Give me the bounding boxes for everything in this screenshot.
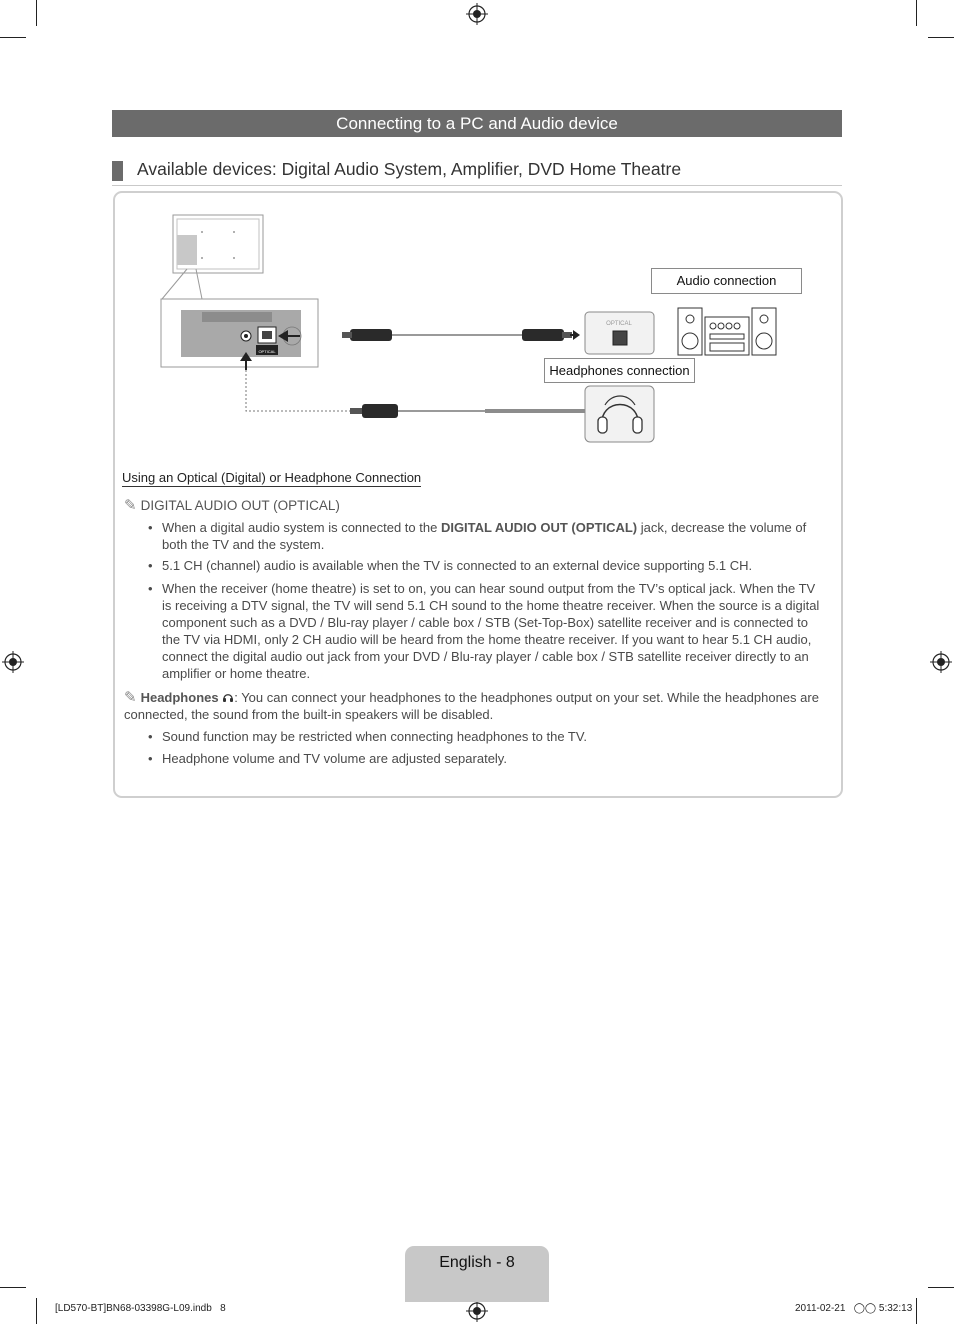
headphones-icon — [222, 691, 234, 703]
crop-mark — [0, 1287, 26, 1288]
bullet-text: jack, decrease the volume of both the TV and the system. — [162, 520, 807, 552]
note-title: DIGITAL AUDIO OUT (OPTICAL) — [140, 498, 340, 513]
list-item — [148, 728, 828, 745]
subheading-marker — [112, 161, 123, 181]
optical-input-icon — [585, 312, 654, 354]
using-heading: Using an Optical (Digital) or Headphone Connection — [122, 470, 422, 485]
crop-mark — [916, 0, 917, 26]
svg-text:OPTICAL: OPTICAL — [258, 349, 276, 354]
registration-mark-icon — [466, 3, 488, 25]
list-item — [148, 519, 828, 553]
page-label: English - 8 — [439, 1254, 515, 1271]
bullet-icon: • — [148, 581, 153, 596]
crop-mark — [928, 37, 954, 38]
crop-mark — [0, 37, 26, 38]
note-pencil-icon: ✎ — [124, 689, 137, 706]
file-slug: [LD570-BT]BN68-03398G-L09.indb 8 — [55, 1303, 226, 1314]
optical-port-label: OPTICAL — [606, 321, 632, 327]
crop-mark — [928, 1287, 954, 1288]
registration-mark-icon — [930, 651, 952, 673]
date-slug: 2011-02-21 ◯◯ 5:32:13 — [795, 1303, 913, 1314]
note-headphones — [124, 689, 830, 723]
headphone-cable-icon — [350, 404, 585, 418]
note-text: : You can connect your headphones to the headphones output on your set. While the headphones are connected, the sound from the built-in speakers will be disabled. — [124, 690, 819, 722]
bullet-text: Headphone volume and TV volume are adjusted separately. — [162, 751, 507, 766]
list-item — [148, 750, 828, 767]
crop-mark — [36, 1298, 37, 1324]
bullet-icon: • — [148, 729, 153, 744]
optical-cable-icon — [342, 329, 580, 341]
audio-connection-label: Audio connection — [651, 268, 802, 294]
bullet-text: When a digital audio system is connected to the — [162, 520, 441, 535]
headphones-device-icon — [585, 386, 654, 442]
list-item — [148, 557, 828, 574]
bullet-bold-text: DIGITAL AUDIO OUT (OPTICAL) — [440, 520, 638, 535]
bullet-text: Sound function may be restricted when connecting headphones to the TV. — [162, 729, 587, 744]
registration-mark-icon — [466, 1300, 488, 1322]
bullet-text: When the receiver (home theatre) is set to on, you can hear sound output from the TV’s optical jack. When the TV is receiving a DTV signal, the TV will send 5.1 CH sound to the home theatre receiver. When the source is a digital component such as a DVD / Blu-ray player / cable box / STB (Set-Top-Box) satellite receiver and is connected to the TV via HDMI, only 2 CH audio will be heard from the home theatre receiver. If you want to hear 5.1 CH audio, connect the digital audio out jack from your DVD / Blu-ray player / cable box / STB satellite receiver directly to an amplifier or home theatre. — [162, 581, 820, 681]
bullet-text: 5.1 CH (channel) audio is available when the TV is connected to an external device supporting 5.1 CH. — [162, 558, 753, 573]
note-digital-audio — [124, 496, 340, 514]
crop-mark — [36, 0, 37, 26]
bullet-icon: • — [148, 520, 153, 535]
page-number-tab — [405, 1246, 549, 1302]
subheading-text: Available devices: Digital Audio System, Amplifier, DVD Home Theatre — [137, 159, 682, 179]
bullet-icon: • — [148, 751, 153, 766]
subheading — [112, 158, 842, 186]
section-title: Connecting to a PC and Audio device — [112, 110, 842, 137]
list-item — [148, 580, 828, 682]
registration-mark-icon — [2, 651, 24, 673]
note-pencil-icon: ✎ — [124, 497, 137, 514]
bullet-icon: • — [148, 558, 153, 573]
tv-port-panel — [161, 299, 318, 367]
note-title: Headphones — [140, 690, 219, 705]
audio-system-icon — [678, 308, 776, 355]
tv-rear-icon — [162, 215, 263, 299]
headphones-connection-label: Headphones connection — [544, 358, 695, 383]
connection-diagram — [150, 205, 790, 455]
crop-mark — [916, 1298, 917, 1324]
